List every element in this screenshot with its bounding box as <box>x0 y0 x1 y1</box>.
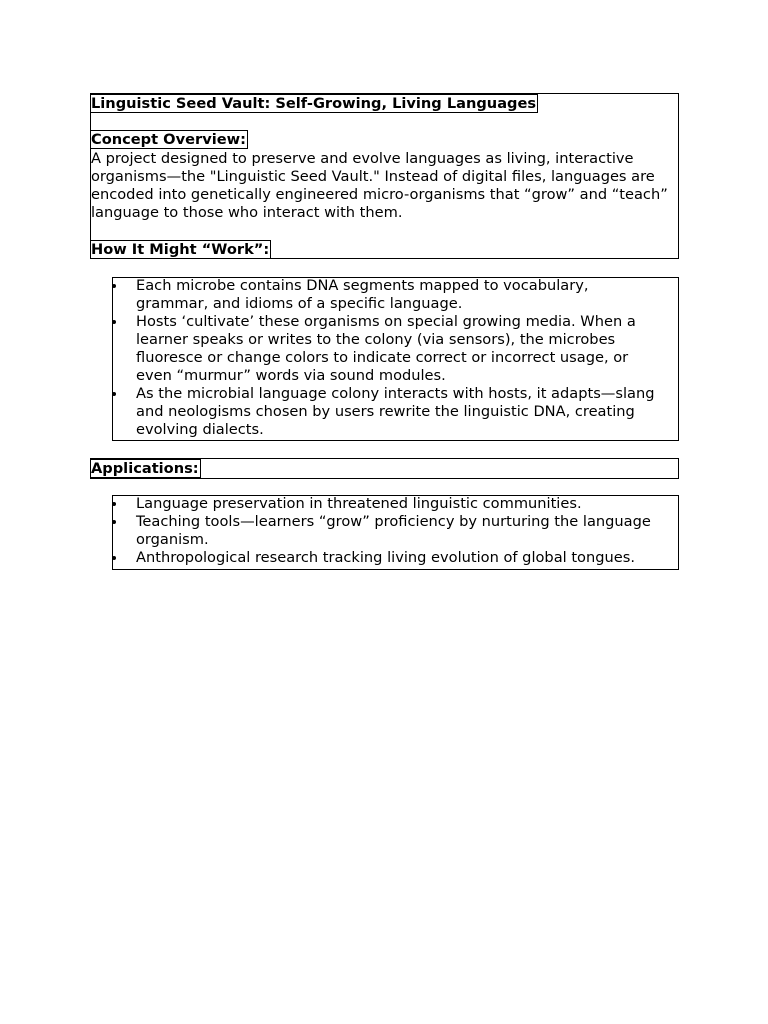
list-item: Teaching tools—learners “grow” proficiency by nurturing the language organism. <box>113 513 658 549</box>
concept-overview-heading: Concept Overview: <box>91 131 246 148</box>
applications-list <box>113 495 658 567</box>
how-it-works-heading: How It Might “Work”: <box>91 241 270 258</box>
list-item: Language preservation in threatened linguistic communities. <box>113 495 658 513</box>
concept-section <box>90 93 679 259</box>
how-it-works-list <box>113 277 658 439</box>
applications-heading-box <box>90 458 679 479</box>
list-item: Each microbe contains DNA segments mapped to vocabulary, grammar, and idioms of a specific language. <box>113 277 658 313</box>
list-item: Anthropological research tracking living evolution of global tongues. <box>113 549 658 567</box>
how-it-works-list-box <box>112 277 679 441</box>
list-item: As the microbial language colony interacts with hosts, it adapts—slang and neologisms chosen by users rewrite the linguistic DNA, creating evolving dialects. <box>113 385 658 439</box>
applications-heading: Applications: <box>91 460 199 477</box>
document-title: Linguistic Seed Vault: Self-Growing, Living Languages <box>91 95 537 112</box>
list-item: Hosts ‘cultivate’ these organisms on special growing media. When a learner speaks or writes to the colony (via sensors), the microbes fluoresce or change colors to indicate correct or incorrect usage, or even “murmur” words via sound modules. <box>113 313 658 385</box>
concept-overview-text: A project designed to preserve and evolve languages as living, interactive organisms—the "Linguistic Seed Vault." Instead of digital files, languages are encoded into genetically engineered micro-organisms that “grow” and “teach” language to those who interact with them. <box>91 150 668 221</box>
applications-list-box <box>112 495 679 570</box>
